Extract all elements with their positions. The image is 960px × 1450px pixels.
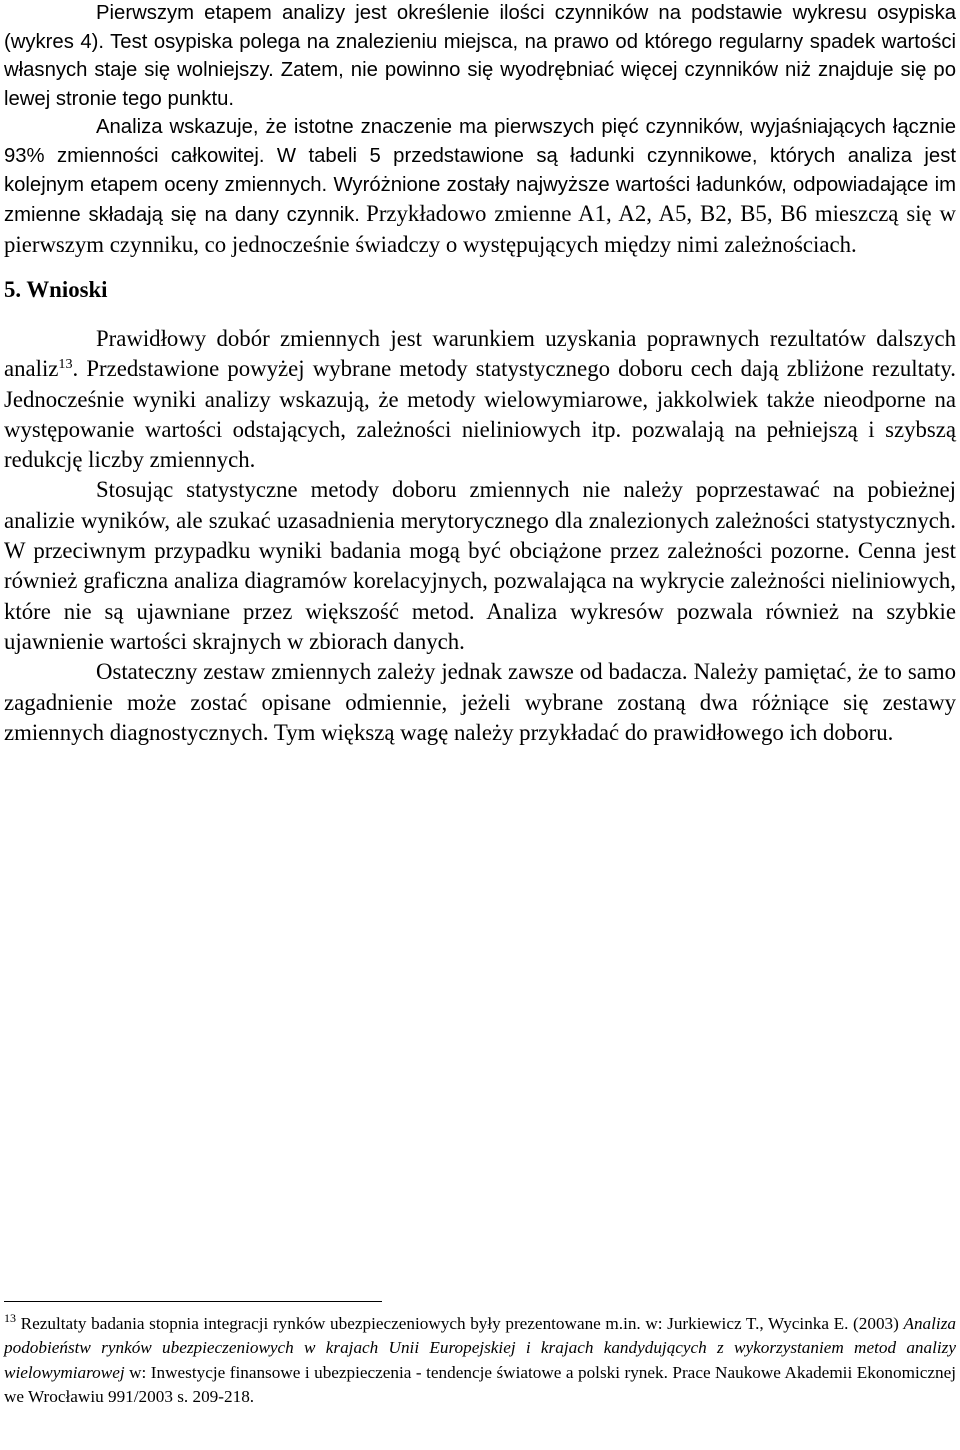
document-body <box>4 0 956 748</box>
paragraph-factor-analysis-sans-text: Analiza wskazuje, że istotne znaczenie ma pierwszych pięć czynników, wyjaśniających łącznie 93% zmienności całkowitej. W tabeli 5 przedstawione są ładunki czynnikowe, których analiza jest kolejnym etapem oceny zmiennych. Wyróżnione zostały najwyższe wartości ładunków, odpowiadające im zmienne składają się na dany czynnik. <box>4 116 956 227</box>
paragraph-final-variable-set: Ostateczny zestaw zmiennych zależy jednak zawsze od badacza. Należy pamiętać, że to samo zagadnienie może zostać opisane odmiennie, jeżeli wybrane zostaną dwa różniące się zestawy zmiennych diagnostycznych. Tym większą wagę należy przykładać do prawidłowego ich doboru. <box>4 659 956 745</box>
footnote-text-start: Rezultaty badania stopnia integracji rynków ubezpieczeniowych były prezentowane m.in. w: Jurkiewicz T., Wycinka E. (2003) <box>16 1314 904 1333</box>
footnote-reference-13[interactable]: 13 <box>58 356 73 373</box>
footnote-cited-title: Analiza podobieństw rynków ubezpieczeniowych w krajach Unii Europejskiej i krajach kandydujących z wykorzystaniem metod analizy wielowymiarowej <box>4 1314 956 1382</box>
paragraph-variable-selection-text-end: . Przedstawione powyżej wybrane metody statystycznego doboru cech dają zbliżone rezultaty. Jednocześnie wyniki analizy wskazują, że metody wielowymiarowe, jakkolwiek także nieodporne na występowanie wartości odstających, zależności nieliniowych itp. pozwalają na pełniejszą i szybszą redukcję liczby zmiennych. <box>4 356 956 473</box>
paragraph-scree-test: Pierwszym etapem analizy jest określenie ilości czynników na podstawie wykresu osypiska (wykres 4). Test osypiska polega na znalezieniu miejsca, na prawo od którego regularny spadek wartości własnych staje się wolniejszy. Zatem, nie powinno się wyodrębniać więcej czynników niż znajduje się po lewej stronie tego punktu. <box>4 2 956 110</box>
paragraph-variable-selection <box>4 324 956 475</box>
footnote-number: 13 <box>4 1310 17 1325</box>
section-heading-conclusions: 5. Wnioski <box>4 277 108 303</box>
footnote-area <box>4 1301 956 1410</box>
footnote-text-end: w: Inwestycje finansowe i ubezpieczenia - tendencje światowe a polski rynek. Prace Naukowe Akademii Ekonomicznej we Wrocławiu 991/2003 s. 209-218. <box>4 1362 956 1407</box>
paragraph-statistical-methods: Stosując statystyczne metody doboru zmiennych nie należy poprzestawać na pobieżnej analizie wyników, ale szukać uzasadnienia merytorycznego dla znalezionych zależności statystycznych. W przeciwnym przypadku wyniki badania mogą być obciążone przez zależności pozorne. Cenna jest również graficzna analiza diagramów korelacyjnych, pozwalająca na wykrycie zależności nieliniowych, które nie są ujawniane przez większość metod. Analiza wykresów pozwala również na szybkie ujawnienie wartości skrajnych w zbiorach danych. <box>4 477 956 654</box>
footnote-separator <box>4 1301 382 1302</box>
paragraph-factor-analysis-serif-text: Przykładowo zmienne A1, A2, A5, B2, B5, B6 mieszczą się w pierwszym czynniku, co jednocześnie świadczy o występujących między nimi zależnościach. <box>4 201 956 257</box>
paragraph-factor-analysis <box>4 113 956 260</box>
paragraph-variable-selection-text-start: Prawidłowy dobór zmiennych jest warunkiem uzyskania poprawnych rezultatów dalszych analiz <box>4 325 956 382</box>
footnote-13 <box>4 1312 956 1410</box>
